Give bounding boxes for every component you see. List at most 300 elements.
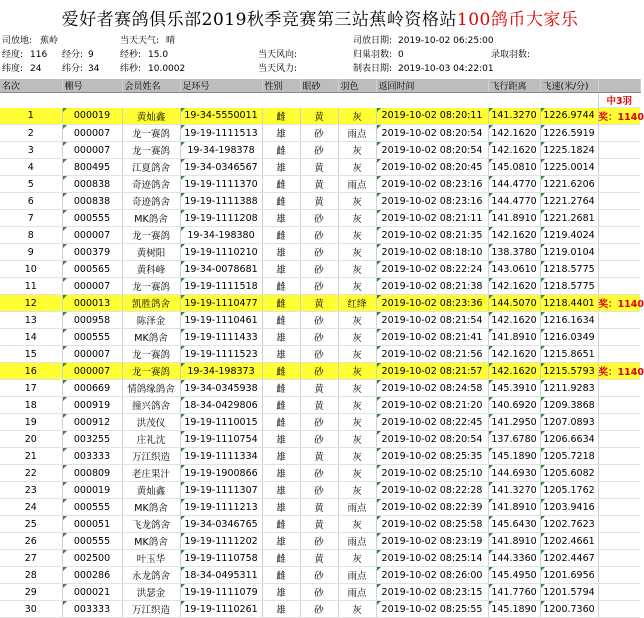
cell-distance[interactable]: 138.3780 [488,244,540,261]
cell-loft-id[interactable]: 000555 [62,210,122,227]
cell-eye[interactable]: 黄 [300,516,338,533]
cell-loft-id[interactable]: 000838 [62,193,122,210]
cell-speed[interactable]: 1226.9744 [540,108,598,125]
table-row[interactable] [0,584,640,601]
cell-sex[interactable]: 雌 [262,550,300,567]
cell-speed[interactable]: 1226.5919 [540,125,598,142]
cell-member[interactable]: 凯胜鸽舍 [122,295,180,312]
cell-sex[interactable]: 雌 [262,278,300,295]
cell-loft-id[interactable]: 800495 [62,159,122,176]
table-row[interactable] [0,210,640,227]
cell-distance[interactable]: 142.1620 [488,312,540,329]
cell-color[interactable]: 灰 [338,312,376,329]
cell-speed[interactable]: 1215.8651 [540,346,598,363]
cell-sex[interactable]: 雄 [262,465,300,482]
cell-speed[interactable]: 1206.6634 [540,431,598,448]
cell-member[interactable]: 龙一赛鸽 [122,142,180,159]
cell-member[interactable]: MK鸽舍 [122,533,180,550]
cell-eye[interactable]: 砂 [300,414,338,431]
cell-eye[interactable]: 黄 [300,380,338,397]
cell-distance[interactable]: 142.1620 [488,227,540,244]
cell-loft-id[interactable]: 000838 [62,176,122,193]
cell-color[interactable]: 雨点 [338,567,376,584]
cell-return-time[interactable]: 2019-10-02 08:24:58 [376,380,488,397]
cell-color[interactable]: 灰 [338,159,376,176]
cell-member[interactable]: 洪瑟金 [122,584,180,601]
cell-sex[interactable]: 雄 [262,584,300,601]
cell-return-time[interactable]: 2019-10-02 08:18:10 [376,244,488,261]
cell-member[interactable]: 陈泽金 [122,312,180,329]
cell-member[interactable]: 庄礼沈 [122,431,180,448]
cell-ring[interactable]: 19-19-1110261 [180,601,262,618]
table-row[interactable] [0,329,640,346]
cell-return-time[interactable]: 2019-10-02 08:20:45 [376,159,488,176]
table-row[interactable] [0,380,640,397]
cell-prize[interactable]: 奖：1140 [598,295,640,312]
cell-return-time[interactable]: 2019-10-02 08:21:54 [376,312,488,329]
cell-loft-id[interactable]: 000958 [62,312,122,329]
cell-distance[interactable]: 142.1620 [488,278,540,295]
cell-rank[interactable]: 21 [0,448,62,465]
table-row[interactable] [0,499,640,516]
cell-color[interactable]: 雨点 [338,125,376,142]
cell-prize[interactable]: 奖：1140 [598,108,640,125]
cell-sex[interactable]: 雄 [262,533,300,550]
cell-speed[interactable]: 1205.7218 [540,448,598,465]
cell-prize[interactable] [598,431,640,448]
cell-return-time[interactable]: 2019-10-02 08:20:54 [376,142,488,159]
table-row[interactable] [0,550,640,567]
cell-prize[interactable] [598,499,640,516]
cell-member[interactable]: 叶玉华 [122,550,180,567]
cell-distance[interactable]: 141.7760 [488,584,540,601]
cell-prize[interactable] [598,244,640,261]
cell-eye[interactable]: 砂 [300,482,338,499]
cell-speed[interactable]: 1219.0104 [540,244,598,261]
cell-sex[interactable]: 雌 [262,567,300,584]
table-row[interactable] [0,108,640,125]
cell-eye[interactable]: 砂 [300,363,338,380]
cell-sex[interactable]: 雄 [262,244,300,261]
cell-eye[interactable]: 砂 [300,431,338,448]
cell-distance[interactable]: 141.8910 [488,329,540,346]
cell-rank[interactable]: 7 [0,210,62,227]
cell-speed[interactable]: 1211.9283 [540,380,598,397]
table-row[interactable] [0,142,640,159]
cell-ring[interactable]: 19-19-1110015 [180,414,262,431]
cell-sex[interactable]: 雄 [262,601,300,618]
cell-speed[interactable]: 1201.6956 [540,567,598,584]
cell-prize[interactable] [598,278,640,295]
cell-rank[interactable]: 23 [0,482,62,499]
cell-distance[interactable]: 142.1620 [488,125,540,142]
col-note[interactable] [598,79,640,93]
cell-loft-id[interactable]: 000809 [62,465,122,482]
col-return-time[interactable]: 返回时间 [376,79,488,93]
cell-ring[interactable]: 18-34-0429806 [180,397,262,414]
cell-color[interactable]: 雨点 [338,584,376,601]
cell-return-time[interactable]: 2019-10-02 08:21:56 [376,346,488,363]
cell-speed[interactable]: 1202.4467 [540,550,598,567]
cell-member[interactable]: MK鸽舍 [122,329,180,346]
table-row[interactable] [0,482,640,499]
cell-return-time[interactable]: 2019-10-02 08:23:19 [376,533,488,550]
cell-eye[interactable]: 砂 [300,244,338,261]
cell-ring[interactable]: 19-19-1111202 [180,533,262,550]
cell-prize[interactable] [598,312,640,329]
cell-return-time[interactable]: 2019-10-02 08:23:16 [376,176,488,193]
cell-eye[interactable]: 黄 [300,193,338,210]
cell-ring[interactable]: 19-19-1111513 [180,125,262,142]
cell-eye[interactable]: 砂 [300,125,338,142]
col-loft-id[interactable]: 棚号 [62,79,122,93]
cell-eye[interactable]: 砂 [300,329,338,346]
cell-speed[interactable]: 1218.5775 [540,278,598,295]
cell-return-time[interactable]: 2019-10-02 08:20:54 [376,431,488,448]
cell-eye[interactable]: 砂 [300,346,338,363]
cell-eye[interactable]: 砂 [300,465,338,482]
cell-ring[interactable]: 19-34-0346765 [180,516,262,533]
cell-member[interactable]: 龙一赛鸽 [122,278,180,295]
cell-sex[interactable]: 雌 [262,176,300,193]
cell-rank[interactable]: 22 [0,465,62,482]
cell-return-time[interactable]: 2019-10-02 08:21:38 [376,278,488,295]
cell-rank[interactable]: 6 [0,193,62,210]
cell-ring[interactable]: 19-19-1111433 [180,329,262,346]
cell-sex[interactable]: 雌 [262,193,300,210]
cell-ring[interactable]: 19-34-0078681 [180,261,262,278]
cell-member[interactable]: 龙一赛鸽 [122,346,180,363]
cell-member[interactable]: 万江织造 [122,601,180,618]
cell-member[interactable]: 黄灿鑫 [122,482,180,499]
cell-member[interactable]: 万江织造 [122,448,180,465]
cell-sex[interactable]: 雄 [262,448,300,465]
cell-rank[interactable]: 5 [0,176,62,193]
cell-rank[interactable]: 16 [0,363,62,380]
cell-prize[interactable] [598,380,640,397]
cell-eye[interactable]: 黄 [300,295,338,312]
cell-rank[interactable]: 18 [0,397,62,414]
cell-color[interactable]: 灰 [338,278,376,295]
cell-distance[interactable]: 142.1620 [488,363,540,380]
cell-speed[interactable]: 1205.6082 [540,465,598,482]
cell-sex[interactable]: 雄 [262,346,300,363]
cell-speed[interactable]: 1225.0014 [540,159,598,176]
cell-distance[interactable]: 144.3360 [488,550,540,567]
cell-member[interactable]: 奇迹鸽舍 [122,193,180,210]
cell-loft-id[interactable]: 000919 [62,397,122,414]
cell-distance[interactable]: 140.6920 [488,397,540,414]
cell-color[interactable]: 灰 [338,414,376,431]
cell-color[interactable]: 灰 [338,448,376,465]
cell-sex[interactable]: 雌 [262,312,300,329]
cell-loft-id[interactable]: 000007 [62,363,122,380]
cell-prize[interactable] [598,193,640,210]
cell-speed[interactable]: 1202.4661 [540,533,598,550]
cell-rank[interactable]: 26 [0,533,62,550]
cell-return-time[interactable]: 2019-10-02 08:21:11 [376,210,488,227]
table-row[interactable] [0,601,640,618]
cell-sex[interactable]: 雌 [262,380,300,397]
cell-speed[interactable]: 1201.5794 [540,584,598,601]
cell-sex[interactable]: 雄 [262,482,300,499]
cell-prize[interactable]: 奖：1140 [598,363,640,380]
cell-return-time[interactable]: 2019-10-02 08:21:57 [376,363,488,380]
cell-rank[interactable]: 17 [0,380,62,397]
cell-color[interactable]: 雨点 [338,499,376,516]
cell-eye[interactable]: 砂 [300,210,338,227]
cell-return-time[interactable]: 2019-10-02 08:20:11 [376,108,488,125]
cell-ring[interactable]: 19-19-1900866 [180,465,262,482]
cell-rank[interactable]: 11 [0,278,62,295]
col-sex[interactable]: 性别 [262,79,300,93]
cell-member[interactable]: 奇迹鸽舍 [122,176,180,193]
cell-ring[interactable]: 19-34-0346567 [180,159,262,176]
cell-eye[interactable]: 黄 [300,499,338,516]
cell-loft-id[interactable]: 003333 [62,448,122,465]
cell-color[interactable]: 雨点 [338,533,376,550]
col-rank[interactable]: 名次 [0,79,62,93]
cell-prize[interactable] [598,482,640,499]
cell-prize[interactable] [598,567,640,584]
cell-member[interactable]: 龙一赛鸽 [122,125,180,142]
cell-ring[interactable]: 19-34-0345938 [180,380,262,397]
cell-return-time[interactable]: 2019-10-02 08:25:14 [376,550,488,567]
cell-color[interactable]: 灰 [338,193,376,210]
cell-ring[interactable]: 19-19-1111370 [180,176,262,193]
cell-return-time[interactable]: 2019-10-02 08:23:36 [376,295,488,312]
cell-rank[interactable]: 19 [0,414,62,431]
cell-sex[interactable]: 雌 [262,516,300,533]
cell-prize[interactable] [598,125,640,142]
table-row[interactable] [0,567,640,584]
cell-distance[interactable]: 141.2950 [488,414,540,431]
table-row[interactable] [0,159,640,176]
cell-loft-id[interactable]: 000007 [62,125,122,142]
cell-eye[interactable]: 砂 [300,278,338,295]
cell-speed[interactable]: 1203.9416 [540,499,598,516]
cell-rank[interactable]: 15 [0,346,62,363]
cell-sex[interactable]: 雄 [262,159,300,176]
cell-loft-id[interactable]: 000555 [62,499,122,516]
cell-distance[interactable]: 145.3910 [488,380,540,397]
cell-prize[interactable] [598,465,640,482]
cell-color[interactable]: 红绛 [338,295,376,312]
cell-color[interactable]: 灰 [338,516,376,533]
cell-prize[interactable] [598,346,640,363]
cell-sex[interactable]: 雄 [262,499,300,516]
cell-prize[interactable] [598,159,640,176]
cell-sex[interactable]: 雌 [262,142,300,159]
cell-eye[interactable]: 砂 [300,261,338,278]
cell-sex[interactable]: 雌 [262,227,300,244]
cell-sex[interactable]: 雄 [262,210,300,227]
cell-return-time[interactable]: 2019-10-02 08:26:00 [376,567,488,584]
cell-member[interactable]: 飞龙鸽舍 [122,516,180,533]
cell-eye[interactable]: 砂 [300,533,338,550]
cell-ring[interactable]: 19-19-1111523 [180,346,262,363]
cell-prize[interactable] [598,533,640,550]
cell-color[interactable]: 灰 [338,329,376,346]
cell-rank[interactable]: 13 [0,312,62,329]
cell-distance[interactable]: 144.4770 [488,176,540,193]
cell-rank[interactable]: 3 [0,142,62,159]
cell-sex[interactable]: 雌 [262,397,300,414]
cell-eye[interactable]: 黄 [300,550,338,567]
cell-color[interactable]: 灰 [338,142,376,159]
cell-eye[interactable]: 砂 [300,312,338,329]
cell-sex[interactable]: 雄 [262,431,300,448]
cell-rank[interactable]: 27 [0,550,62,567]
col-speed[interactable]: 飞速(米/分) [540,79,598,93]
cell-prize[interactable] [598,516,640,533]
cell-rank[interactable]: 10 [0,261,62,278]
table-row[interactable] [0,397,640,414]
cell-color[interactable]: 灰 [338,431,376,448]
cell-distance[interactable]: 145.1890 [488,448,540,465]
cell-ring[interactable]: 19-34-198373 [180,363,262,380]
cell-rank[interactable]: 28 [0,567,62,584]
col-member[interactable]: 会员姓名 [122,79,180,93]
cell-loft-id[interactable]: 003333 [62,601,122,618]
cell-distance[interactable]: 141.3270 [488,108,540,125]
table-row[interactable] [0,193,640,210]
cell-speed[interactable]: 1225.1824 [540,142,598,159]
cell-loft-id[interactable]: 000555 [62,329,122,346]
cell-speed[interactable]: 1221.6206 [540,176,598,193]
cell-member[interactable]: 撞兴鸽舍 [122,397,180,414]
cell-eye[interactable]: 砂 [300,584,338,601]
cell-distance[interactable]: 145.0810 [488,159,540,176]
cell-color[interactable]: 灰 [338,550,376,567]
cell-eye[interactable]: 砂 [300,227,338,244]
cell-loft-id[interactable]: 000013 [62,295,122,312]
cell-color[interactable]: 雨点 [338,176,376,193]
cell-rank[interactable]: 30 [0,601,62,618]
cell-color[interactable]: 灰 [338,380,376,397]
cell-loft-id[interactable]: 000286 [62,567,122,584]
cell-member[interactable]: MK鸽舍 [122,499,180,516]
cell-rank[interactable]: 9 [0,244,62,261]
cell-prize[interactable] [598,176,640,193]
cell-color[interactable]: 灰 [338,465,376,482]
cell-color[interactable]: 灰 [338,244,376,261]
cell-rank[interactable]: 20 [0,431,62,448]
cell-rank[interactable]: 8 [0,227,62,244]
cell-member[interactable]: 江夏鸽舍 [122,159,180,176]
cell-distance[interactable]: 142.1620 [488,346,540,363]
cell-prize[interactable] [598,448,640,465]
cell-distance[interactable]: 141.8910 [488,210,540,227]
cell-return-time[interactable]: 2019-10-02 08:21:35 [376,227,488,244]
cell-ring[interactable]: 19-19-1110758 [180,550,262,567]
cell-prize[interactable] [598,584,640,601]
cell-sex[interactable]: 雌 [262,363,300,380]
cell-sex[interactable]: 雄 [262,261,300,278]
cell-ring[interactable]: 19-19-1111208 [180,210,262,227]
cell-member[interactable]: 老庄果汁 [122,465,180,482]
cell-ring[interactable]: 19-19-1110754 [180,431,262,448]
cell-color[interactable]: 灰 [338,210,376,227]
cell-color[interactable]: 灰 [338,482,376,499]
cell-speed[interactable]: 1205.1762 [540,482,598,499]
cell-prize[interactable] [598,329,640,346]
cell-sex[interactable]: 雌 [262,108,300,125]
cell-member[interactable]: 龙一赛鸽 [122,227,180,244]
cell-rank[interactable]: 2 [0,125,62,142]
cell-rank[interactable]: 1 [0,108,62,125]
table-row[interactable] [0,125,640,142]
cell-speed[interactable]: 1202.7623 [540,516,598,533]
cell-return-time[interactable]: 2019-10-02 08:25:55 [376,601,488,618]
table-row[interactable] [0,431,640,448]
cell-return-time[interactable]: 2019-10-02 08:22:24 [376,261,488,278]
table-row[interactable] [0,516,640,533]
cell-return-time[interactable]: 2019-10-02 08:21:41 [376,329,488,346]
table-row[interactable] [0,295,640,312]
cell-member[interactable]: 情鸽缘鸽舍 [122,380,180,397]
cell-ring[interactable]: 19-19-1111518 [180,278,262,295]
cell-rank[interactable]: 12 [0,295,62,312]
table-row[interactable] [0,465,640,482]
cell-loft-id[interactable]: 000019 [62,108,122,125]
table-row[interactable] [0,533,640,550]
cell-distance[interactable]: 141.3270 [488,482,540,499]
cell-ring[interactable]: 19-19-1111307 [180,482,262,499]
cell-return-time[interactable]: 2019-10-02 08:20:54 [376,125,488,142]
cell-return-time[interactable]: 2019-10-02 08:22:28 [376,482,488,499]
cell-speed[interactable]: 1200.7360 [540,601,598,618]
cell-distance[interactable]: 145.1890 [488,601,540,618]
cell-ring[interactable]: 18-34-0495311 [180,567,262,584]
cell-loft-id[interactable]: 000669 [62,380,122,397]
cell-return-time[interactable]: 2019-10-02 08:25:58 [376,516,488,533]
cell-eye[interactable]: 黄 [300,108,338,125]
table-row[interactable] [0,176,640,193]
cell-loft-id[interactable]: 000379 [62,244,122,261]
cell-distance[interactable]: 145.4950 [488,567,540,584]
cell-prize[interactable] [598,601,640,618]
cell-ring[interactable]: 19-19-1111334 [180,448,262,465]
table-row[interactable] [0,346,640,363]
cell-distance[interactable]: 144.6930 [488,465,540,482]
cell-return-time[interactable]: 2019-10-02 08:22:39 [376,499,488,516]
cell-return-time[interactable]: 2019-10-02 08:21:20 [376,397,488,414]
cell-return-time[interactable]: 2019-10-02 08:22:45 [376,414,488,431]
table-row[interactable] [0,448,640,465]
cell-ring[interactable]: 19-34-198380 [180,227,262,244]
cell-eye[interactable]: 砂 [300,567,338,584]
cell-member[interactable]: 龙一赛鸽 [122,363,180,380]
cell-color[interactable]: 灰 [338,601,376,618]
cell-member[interactable]: MK鸽舍 [122,210,180,227]
cell-ring[interactable]: 19-19-1111079 [180,584,262,601]
cell-speed[interactable]: 1207.0893 [540,414,598,431]
cell-rank[interactable]: 25 [0,516,62,533]
cell-loft-id[interactable]: 000019 [62,482,122,499]
cell-ring[interactable]: 19-19-1111388 [180,193,262,210]
cell-color[interactable]: 灰 [338,363,376,380]
cell-member[interactable]: 黄树阳 [122,244,180,261]
cell-distance[interactable]: 143.0610 [488,261,540,278]
cell-ring[interactable]: 19-19-1110210 [180,244,262,261]
col-ring[interactable]: 足环号 [180,79,262,93]
cell-speed[interactable]: 1216.1634 [540,312,598,329]
table-row[interactable] [0,261,640,278]
cell-sex[interactable]: 雄 [262,125,300,142]
cell-speed[interactable]: 1221.2681 [540,210,598,227]
col-eye[interactable]: 眼砂 [300,79,338,93]
